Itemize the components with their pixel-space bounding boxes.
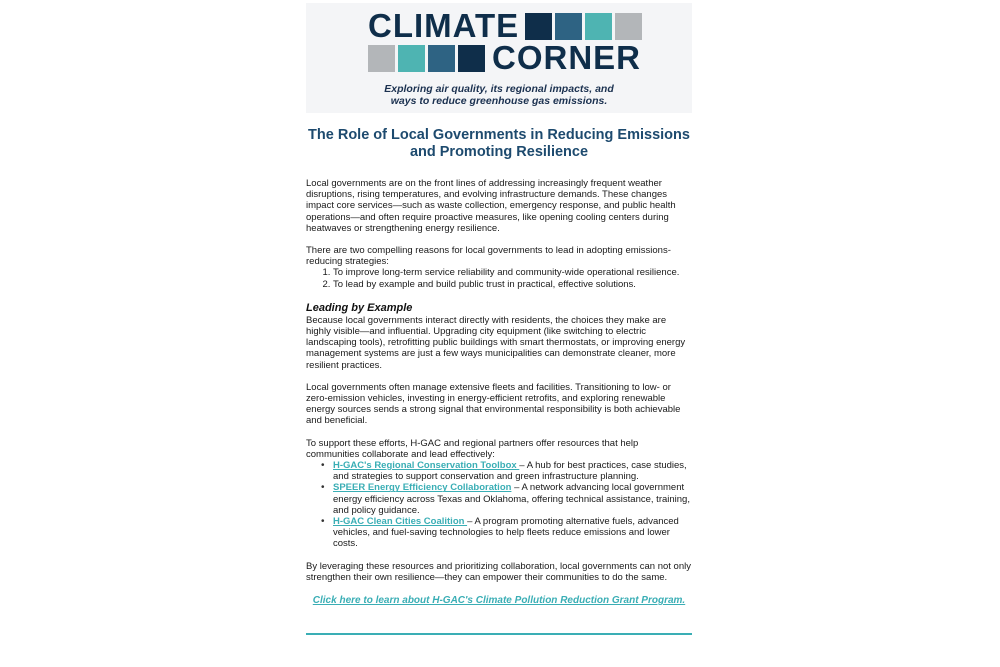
logo-square-navy	[458, 45, 485, 72]
closing-paragraph: By leveraging these resources and prioritizing collaboration, local governments can not only strengthen their own resilience—they can empower their communities to do the same.	[306, 560, 691, 583]
resource-description: – A hub for best practices, case studies, and strategies to support conservation and green infrastructure planning.	[333, 460, 687, 483]
logo-square-steel	[428, 45, 455, 72]
logo-square-gray	[368, 45, 395, 72]
resources-list	[306, 460, 692, 550]
list-item: 1. To improve long-term service reliability and community-wide operational resilience.	[333, 267, 692, 278]
newsletter-page	[306, 3, 692, 635]
intro-paragraph: Local governments are on the front lines of addressing increasingly frequent weather disruptions, rising temperatures, and evolving infrastructure demands. These changes impact core services—such as waste collection, emergency response, and public health operations—and often require proactive measures, like opening cooling centers during heatwaves or strengthening energy resilience.	[306, 178, 676, 234]
divider	[306, 633, 692, 635]
title-line: and Promoting Resilience	[409, 144, 589, 160]
support-intro: To support these efforts, H-GAC and regional partners offer resources that help communities collaborate and lead effectively:	[306, 437, 639, 460]
logo-word-corner: CORNER	[492, 39, 642, 76]
list-item	[333, 482, 692, 516]
article-body	[306, 178, 692, 583]
fleet-paragraph: Local governments often manage extensive fleets and facilities. Transitioning to low- or zero-emission vehicles, investing in energy-efficient retrofits, and exploring renewable energy sources sends a strong signal that environmental responsibility is both achievable and beneficial.	[306, 381, 681, 427]
logo-square-teal	[398, 45, 425, 72]
logo-square-steel	[555, 13, 582, 40]
section-heading: Leading by Example	[306, 301, 413, 314]
speer-link[interactable]: SPEER Energy Efficiency Collaboration	[333, 482, 512, 494]
title-line: The Role of Local Governments in Reducing Emissions	[308, 127, 690, 143]
logo-row-top	[368, 7, 642, 44]
article-title	[306, 127, 692, 161]
logo-word-climate: CLIMATE	[368, 7, 520, 44]
list-item	[333, 460, 692, 482]
climate-corner-logo	[306, 3, 692, 113]
logo-row-bottom	[368, 39, 642, 76]
toolbox-link[interactable]: H-GAC's Regional Conservation Toolbox	[333, 460, 520, 472]
reasons-intro: There are two compelling reasons for local governments to lead in adopting emissions-reducing strategies:	[306, 245, 671, 268]
resource-description: – A program promoting alternative fuels, advanced vehicles, and fuel-saving technologies to help fleets reduce emissions and lower costs.	[333, 516, 679, 550]
clean-cities-link[interactable]: H-GAC Clean Cities Coalition	[333, 516, 468, 528]
tagline-line: Exploring air quality, its regional impacts, and	[384, 83, 614, 95]
list-item: 2. To lead by example and build public trust in practical, effective solutions.	[333, 279, 692, 290]
tagline-line: ways to reduce greenhouse gas emissions.	[390, 95, 608, 107]
logo-square-gray	[615, 13, 642, 40]
reasons-list	[306, 267, 692, 289]
logo-tagline	[306, 83, 692, 107]
leading-paragraph: Because local governments interact directly with residents, the choices they make are highly visible—and influential. Upgrading city equipment (like switching to electric landscaping tools), retrofitting public buildings with smart thermostats, or improving energy management systems are just a few ways municipalities can demonstrate cleaner, more resilient practices.	[306, 314, 686, 371]
grant-program-link[interactable]: Click here to learn about H-GAC's Climate Pollution Reduction Grant Program.	[312, 595, 686, 607]
logo-square-teal	[585, 13, 612, 40]
list-item	[333, 516, 692, 550]
resource-description: – A network advancing local government energy efficiency across Texas and Oklahoma, offering technical assistance, training, and policy guidance.	[333, 482, 690, 516]
logo-square-navy	[525, 13, 552, 40]
